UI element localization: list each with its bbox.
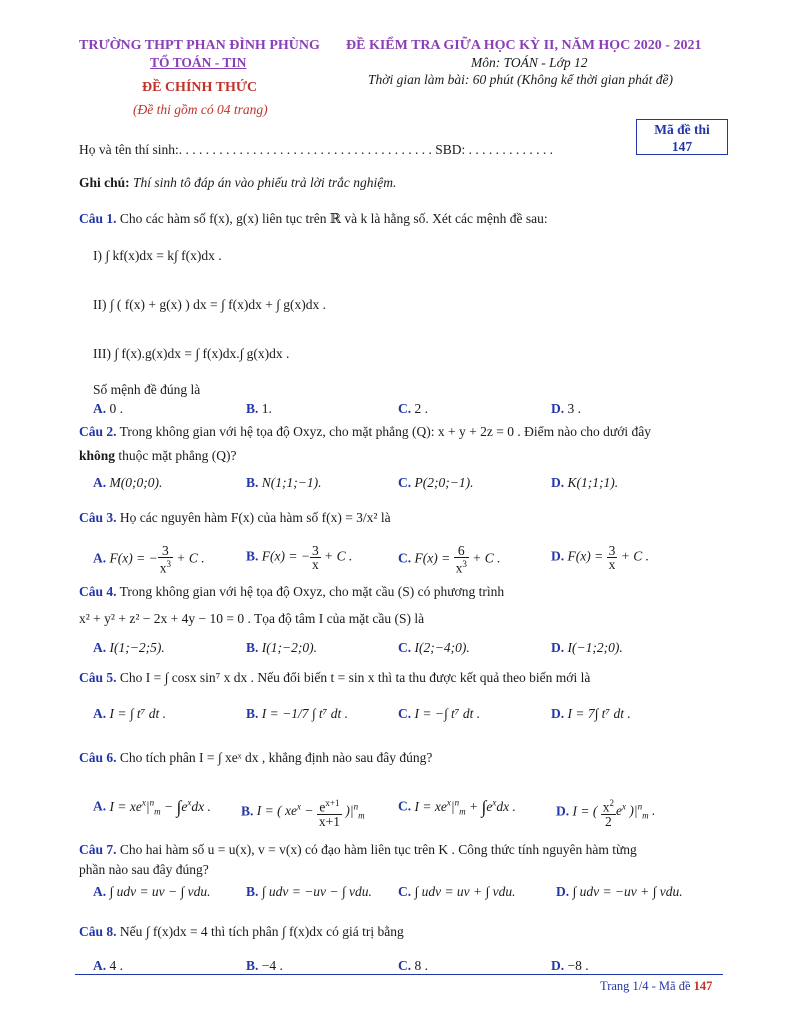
option-text: 0 . — [109, 401, 123, 416]
option-text: K(1;1;1). — [567, 475, 619, 490]
option-text: I = 7∫ t⁷ dt . — [567, 706, 631, 721]
option-text: −4 . — [261, 958, 283, 973]
option-letter: D. — [551, 475, 565, 490]
option-text: I = −∫ t⁷ dt . — [414, 706, 481, 721]
option-letter: D. — [551, 640, 565, 655]
time-limit: Thời gian làm bài: 60 phút (Không kể thời gian phát đề) — [368, 72, 674, 87]
option-text: ∫ udv = uv + ∫ vdu. — [414, 884, 516, 899]
q3-option-c[interactable]: C. F(x) = $\frac{6}{x^3}$ + C . — [398, 543, 501, 576]
option-letter: A. — [93, 550, 107, 566]
question-text: Cho tích phân I = ∫ xeˣ dx , khẳng định nào sau đây đúng? — [119, 750, 433, 765]
q1-option-d[interactable] — [551, 401, 581, 417]
question-text: Cho I = ∫ cosx sin⁷ x dx . Nếu đổi biến t = sin x thì ta thu được kết quả theo biến mới là — [119, 670, 591, 685]
question-2-line2 — [79, 448, 237, 464]
exam-title: ĐỀ KIỂM TRA GIỮA HỌC KỲ II, NĂM HỌC 2020 - 2021 — [346, 38, 702, 53]
option-letter: A. — [93, 798, 107, 814]
subject: Môn: TOÁN - Lớp 12 — [471, 55, 588, 70]
q8-option-d[interactable] — [551, 958, 589, 974]
option-text: 4 . — [109, 958, 123, 973]
q4-option-d[interactable] — [551, 640, 623, 656]
footer-text: Trang 1/4 - Mã đề — [600, 979, 691, 993]
option-text: I = ∫ t⁷ dt . — [109, 706, 166, 721]
exam-code-label: Mã đề thi — [654, 122, 710, 137]
option-letter: D. — [551, 401, 565, 416]
q4-option-b[interactable] — [246, 640, 317, 656]
department: TỔ TOÁN - TIN — [150, 55, 247, 70]
question-4-line2: x² + y² + z² − 2x + 4y − 10 = 0 . Tọa độ tâm I của mặt cầu (S) là — [79, 611, 425, 626]
q1-statement-2: II) ∫ ( f(x) + g(x) ) dx = ∫ f(x)dx + ∫ g(x)dx . — [93, 297, 326, 312]
q2-option-c[interactable] — [398, 475, 473, 491]
question-text: Trong không gian với hệ tọa độ Oxyz, cho mặt phẳng (Q): x + y + 2z = 0 . Điểm nào cho dưới đây — [119, 424, 652, 439]
option-letter: C. — [398, 550, 412, 566]
option-text: N(1;1;−1). — [261, 475, 322, 490]
option-letter: C. — [398, 640, 412, 655]
question-2 — [79, 424, 651, 440]
page-footer — [600, 979, 712, 994]
option-letter: D. — [551, 706, 565, 721]
option-letter: B. — [246, 884, 259, 899]
emphasis-word: không — [79, 448, 116, 463]
option-text: ∫ udv = uv − ∫ vdu. — [109, 884, 211, 899]
option-letter: C. — [398, 475, 412, 490]
option-letter: D. — [556, 803, 570, 819]
q1-option-a[interactable] — [93, 401, 123, 417]
option-letter: B. — [246, 475, 259, 490]
question-5 — [79, 670, 590, 686]
option-letter: D. — [551, 958, 565, 973]
q5-option-d[interactable] — [551, 706, 631, 722]
option-text: ∫ udv = −uv − ∫ vdu. — [261, 884, 372, 899]
option-text: 8 . — [414, 958, 428, 973]
question-label: Câu 2. — [79, 424, 117, 439]
question-7 — [79, 842, 637, 858]
question-label: Câu 8. — [79, 924, 117, 939]
q7-option-a[interactable] — [93, 884, 210, 900]
option-text: I(1;−2;0). — [261, 640, 317, 655]
question-text: Trong không gian với hệ tọa độ Oxyz, cho mặt cầu (S) có phương trình — [119, 584, 505, 599]
page-count: (Đề thi gồm có 04 trang) — [133, 102, 268, 117]
option-letter: D. — [556, 884, 570, 899]
option-text: I(2;−4;0). — [414, 640, 470, 655]
footer-divider — [75, 974, 723, 975]
question-label: Câu 7. — [79, 842, 117, 857]
question-text: Nếu ∫ f(x)dx = 4 thì tích phân ∫ f(x)dx có giá trị bằng — [119, 924, 404, 939]
q4-option-a[interactable] — [93, 640, 165, 656]
option-letter: B. — [246, 640, 259, 655]
q7-option-c[interactable] — [398, 884, 515, 900]
q1-option-c[interactable] — [398, 401, 428, 417]
option-letter: C. — [398, 884, 412, 899]
option-letter: B. — [241, 803, 254, 819]
option-text: ∫ udv = −uv + ∫ vdu. — [572, 884, 683, 899]
q2-option-d[interactable] — [551, 475, 618, 491]
question-label: Câu 6. — [79, 750, 117, 765]
option-letter: D. — [551, 548, 565, 564]
question-1 — [79, 211, 548, 227]
exam-code-box — [636, 119, 728, 155]
question-7-line2: phần nào sau đây đúng? — [79, 862, 209, 877]
option-letter: B. — [246, 958, 259, 973]
question-label: Câu 3. — [79, 510, 117, 525]
question-label: Câu 1. — [79, 211, 117, 226]
school-name: TRƯỜNG THPT PHAN ĐÌNH PHÙNG — [79, 38, 320, 53]
option-letter: C. — [398, 798, 412, 814]
option-letter: A. — [93, 958, 107, 973]
exam-code-value: 147 — [671, 139, 693, 154]
q7-option-b[interactable] — [246, 884, 372, 900]
official-label: ĐỀ CHÍNH THỨC — [142, 80, 258, 95]
option-letter: C. — [398, 401, 412, 416]
option-text: I = −1/7 ∫ t⁷ dt . — [261, 706, 348, 721]
option-text: 3 . — [567, 401, 581, 416]
q8-option-b[interactable] — [246, 958, 283, 974]
option-letter: C. — [398, 958, 412, 973]
question-text: Cho hai hàm số u = u(x), v = v(x) có đạo hàm liên tục trên K . Công thức tính nguyên hàm từng — [119, 842, 637, 857]
q6-option-d[interactable]: D. I = ( $\frac{x^2}{2}$ $e^x$ )$|^n_m$ . — [556, 798, 656, 829]
q6-option-b[interactable]: B. I = ( $xe^x$ − $\frac{e^{x+1}}{x+1}$ )$|^n_m$ — [241, 798, 365, 829]
option-text: P(2;0;−1). — [414, 475, 474, 490]
option-text: −8 . — [567, 958, 589, 973]
option-letter: A. — [93, 640, 107, 655]
q8-option-c[interactable] — [398, 958, 428, 974]
footer-code: 147 — [693, 979, 713, 993]
question-6 — [79, 750, 432, 766]
option-letter: B. — [246, 706, 259, 721]
question-8 — [79, 924, 404, 940]
q3-option-d[interactable]: D. F(x) = $\frac{3}{x}$ + C . — [551, 543, 649, 572]
q2-option-a[interactable] — [93, 475, 162, 491]
question-text: Họ các nguyên hàm F(x) của hàm số f(x) = 3/x² là — [119, 510, 391, 525]
note-label: Ghi chú: — [79, 175, 130, 190]
q5-option-b[interactable] — [246, 706, 348, 722]
q1-statement-3: III) ∫ f(x).g(x)dx = ∫ f(x)dx.∫ g(x)dx . — [93, 346, 290, 361]
option-letter: A. — [93, 475, 107, 490]
option-letter: A. — [93, 884, 107, 899]
question-3 — [79, 510, 391, 526]
q6-option-a[interactable]: A. $I = xe^x|^n_m - \int e^xdx$ . — [93, 797, 211, 817]
option-letter: B. — [246, 548, 259, 564]
option-text: M(0;0;0). — [109, 475, 163, 490]
student-info-line: Họ và tên thí sinh:. . . . . . . . . . . . . . . . . . . . . . . . . . . . . . . . . . . . . . SBD: . . . . . . . . . . . . . — [79, 142, 554, 157]
option-letter: A. — [93, 401, 107, 416]
q3-option-b[interactable]: B. F(x) = − $\frac{3}{x}$ + C . — [246, 543, 353, 572]
q1-prompt: Số mệnh đề đúng là — [93, 382, 201, 397]
q4-option-c[interactable] — [398, 640, 470, 656]
option-letter: B. — [246, 401, 259, 416]
question-label: Câu 4. — [79, 584, 117, 599]
note-text: Thí sinh tô đáp án vào phiếu trả lời trắc nghiệm. — [133, 175, 397, 190]
q5-option-a[interactable] — [93, 706, 166, 722]
q1-option-b[interactable] — [246, 401, 272, 417]
q7-option-d[interactable] — [556, 884, 683, 900]
option-text: I(1;−2;5). — [109, 640, 165, 655]
question-4 — [79, 584, 504, 600]
question-text: Cho các hàm số f(x), g(x) liên tục trên ℝ và k là hằng số. Xét các mệnh đề sau: — [119, 211, 548, 226]
q5-option-c[interactable] — [398, 706, 480, 722]
q3-option-a[interactable]: A. F(x) = − $\frac{3}{x^3}$ + C . — [93, 543, 205, 576]
question-label: Câu 5. — [79, 670, 117, 685]
option-text: I(−1;2;0). — [567, 640, 623, 655]
option-text: 1. — [261, 401, 272, 416]
q6-option-c[interactable]: C. $I = xe^x|^n_m + \int e^xdx$ . — [398, 797, 516, 817]
q1-statement-1: I) ∫ kf(x)dx = k∫ f(x)dx . — [93, 248, 222, 263]
note — [79, 175, 396, 191]
q2-option-b[interactable] — [246, 475, 322, 491]
option-letter: A. — [93, 706, 107, 721]
option-letter: C. — [398, 706, 412, 721]
q8-option-a[interactable] — [93, 958, 123, 974]
option-text: 2 . — [414, 401, 428, 416]
question-text: thuộc mặt phẳng (Q)? — [115, 448, 237, 463]
